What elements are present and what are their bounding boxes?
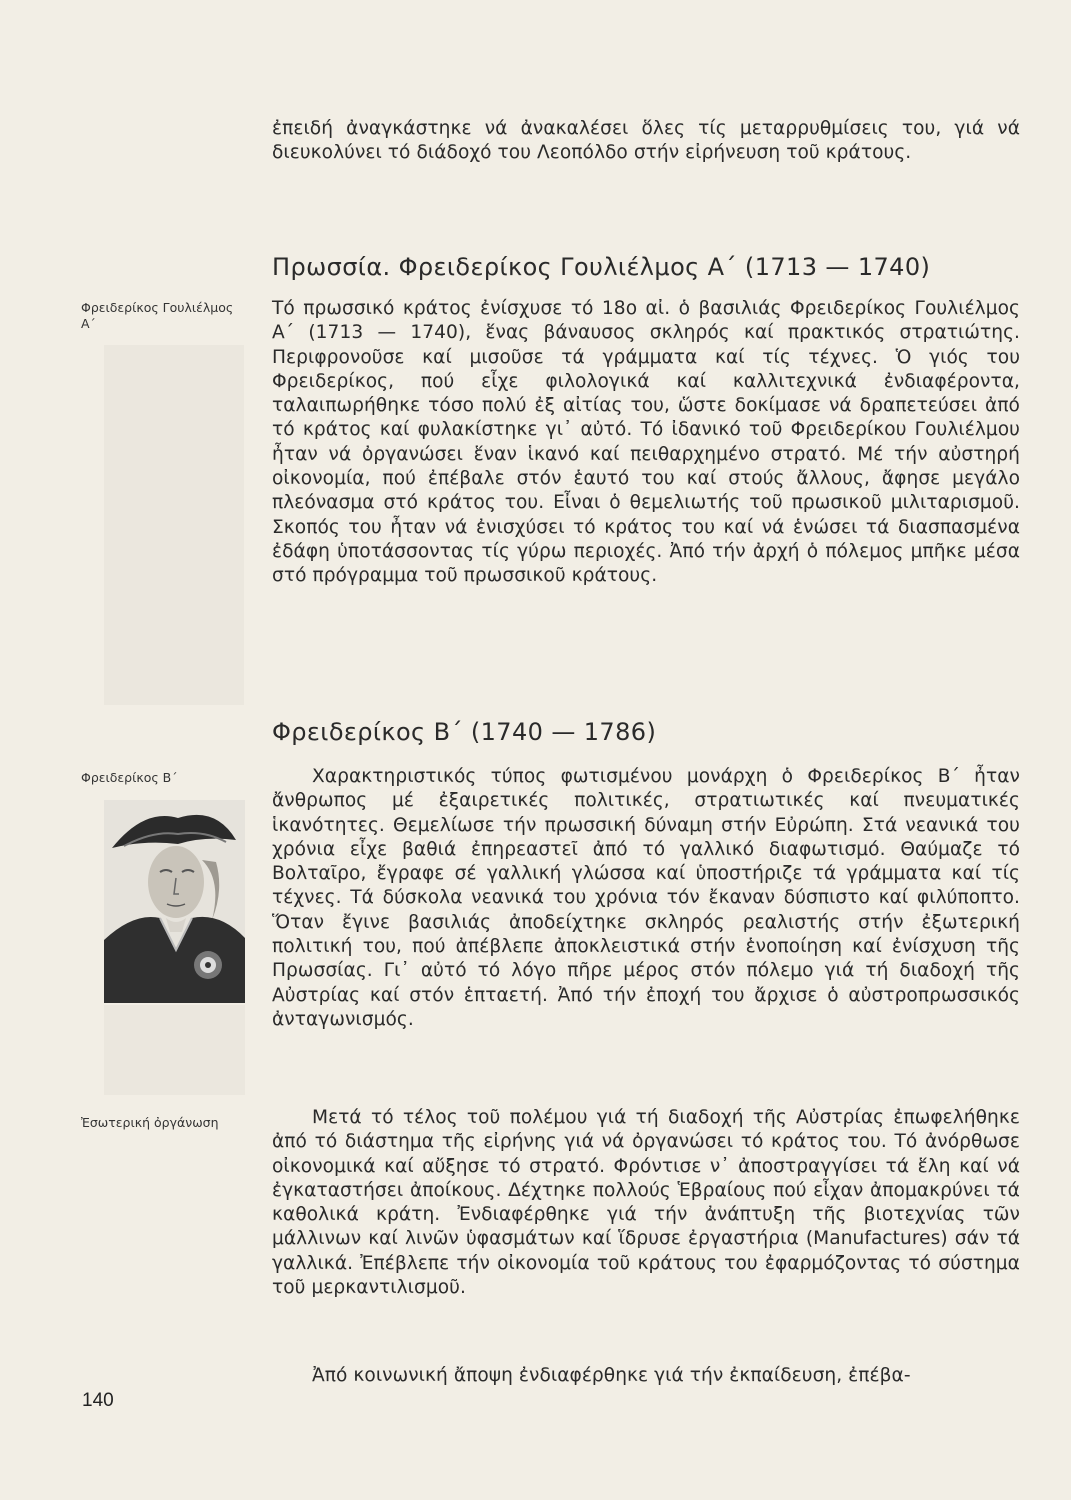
side-label-frederick-ii: Φρειδερίκος Β΄ [81,770,178,785]
heading-prussia: Πρωσσία. Φρειδερίκος Γουλιέλμος Α΄ (1713 — 1740) [272,253,931,281]
heading-frederick-ii: Φρειδερίκος Β΄ (1740 — 1786) [272,718,657,746]
show-through-left-column [104,345,244,705]
prussia-paragraph: Τό πρωσσικό κράτος ἐνίσχυσε τό 18ο αἰ. ὁ βασιλιάς Φρειδερίκος Γουλιέλμος Α΄ (1713 — 1740), ἕνας βάναυσος σκληρός καί πρακτικός στρατιώτης. Περιφρονοῦσε καί μισοῦσε τά γράμματα καί τίς τέχνες. Ὁ γιός του Φρειδερίκος, πού εἶχε φιλολογικά καί καλλιτεχνικά ἐνδιαφέροντα, ταλαιπωρήθηκε τόσο πολύ ἐξ αἰτίας του, ὥστε δοκίμασε νά δραπετεύσει ἀπό τό κράτος καί φυλακίστηκε γι᾿ αὐτό. Τό ἰδανικό τοῦ Φρειδερίκου Γουλιέλμου ἦταν νά ὀργανώσει ἕναν ἱκανό καί πειθαρχημένο στρατό. Μέ τήν αὐστηρή οἰκονομία, πού ἐπέβαλε στόν ἑαυτό του καί στούς ἄλλους, ἄφησε μεγάλο πλεόνασμα στό κράτος του. Εἶναι ὁ θεμελιωτής τοῦ πρωσικοῦ μιλιταρισμοῦ. Σκοπός του ἦταν νά ἐνισχύσει τό κράτος του καί νά ἑνώσει τά διασπασμένα ἐδάφη ὑποτάσσοντας τίς γύρω περιοχές. Ἀπό τήν ἀρχή ὁ πόλεμος μπῆκε μέσα στό πρόγραμμα τοῦ πρωσσικοῦ κράτους. [272,298,1020,587]
portrait-frederick-ii [104,800,245,1003]
portrait-illustration [104,800,245,1003]
page-number: 140 [82,1390,114,1411]
frederick-paragraph-1: Χαρακτηριστικός τύπος φωτισμένου μονάρχη ὁ Φρειδερίκος Β΄ ἦταν ἄνθρωπος μέ ἐξαιρετικές πολιτικές, στρατιωτικές καί πνευματικές ἱκανότητες. Θεμελίωσε τήν πρωσσική δύναμη στήν Εὐρώπη. Στά νεανικά του χρόνια εἶχε βαθιά ἐπηρεαστεῖ ἀπό τό γαλλικό διαφωτισμό. Θαύμαζε τό Βολταῖρο, ἔγραφε σέ γαλλική γλώσσα καί ὑποστήριζε τά γράμματα καί τίς τέχνες. Τά δύσκολα νεανικά του χρόνια τόν ἔκαναν δύσπιστο καί φιλύποπτο. Ὅταν ἔγινε βασιλιάς ἀποδείχτηκε σκληρός ρεαλιστής στήν ἐξωτερική πολιτική του, πού ἀπέβλεπε ἀποκλειστικά στήν ἑνοποίηση καί ἐνίσχυση τῆς Πρωσσίας. Γι᾿ αὐτό τό λόγο πῆρε μέρος στόν πόλεμο γιά τή διαδοχή τῆς Αὐστρίας καί στόν ἑπταετή. Ἀπό τήν ἐποχή του ἄρχισε ὁ αὐστροπρωσσικός ἀνταγωνισμός. [272,766,1020,1030]
frederick-paragraph-3: Ἀπό κοινωνική ἄποψη ἐνδιαφέρθηκε γιά τήν ἐκπαίδευση, ἐπέβα- [312,1365,911,1386]
show-through-lower-left [104,1005,245,1095]
intro-paragraph: ἐπειδή ἀναγκάστηκε νά ἀνακαλέσει ὅλες τίς μεταρρυθμίσεις του, γιά νά διευκολύνει τό διάδοχό του Λεοπόλδο στήν εἰρήνευση τοῦ κράτους. [272,118,1020,164]
side-label-internal-organization: Ἐσωτερική ὀργάνωση [81,1115,219,1130]
side-label-frederick-william: Φρειδερίκος Γουλιέλμος Α΄ [81,300,234,331]
frederick-paragraph-2: Μετά τό τέλος τοῦ πολέμου γιά τή διαδοχή τῆς Αὐστρίας ἐπωφελήθηκε ἀπό τό διάστημα τῆς εἰρήνης γιά νά ὀργανώσει τό κράτος του. Τό ἀνόρθωσε οἰκονομικά καί αὔξησε τό στρατό. Φρόντισε ν᾿ ἀποστραγγίσει τά ἕλη καί νά ἐγκαταστήσει ἀποίκους. Δέχτηκε πολλούς Ἑβραίους πού εἶχαν ἀπομακρύνει τά καθολικά κράτη. Ἐνδιαφέρθηκε γιά τήν ἀνάπτυξη τῆς βιοτεχνίας τῶν μάλλινων καί λινῶν ὑφασμάτων καί ἵδρυσε ἐργαστήρια (Manufactures) σάν τά γαλλικά. Ἐπέβλεπε τήν οἰκονομία τοῦ κράτους του ἐφαρμόζοντας τό σύστημα τοῦ μερκαντιλισμοῦ. [272,1107,1020,1299]
